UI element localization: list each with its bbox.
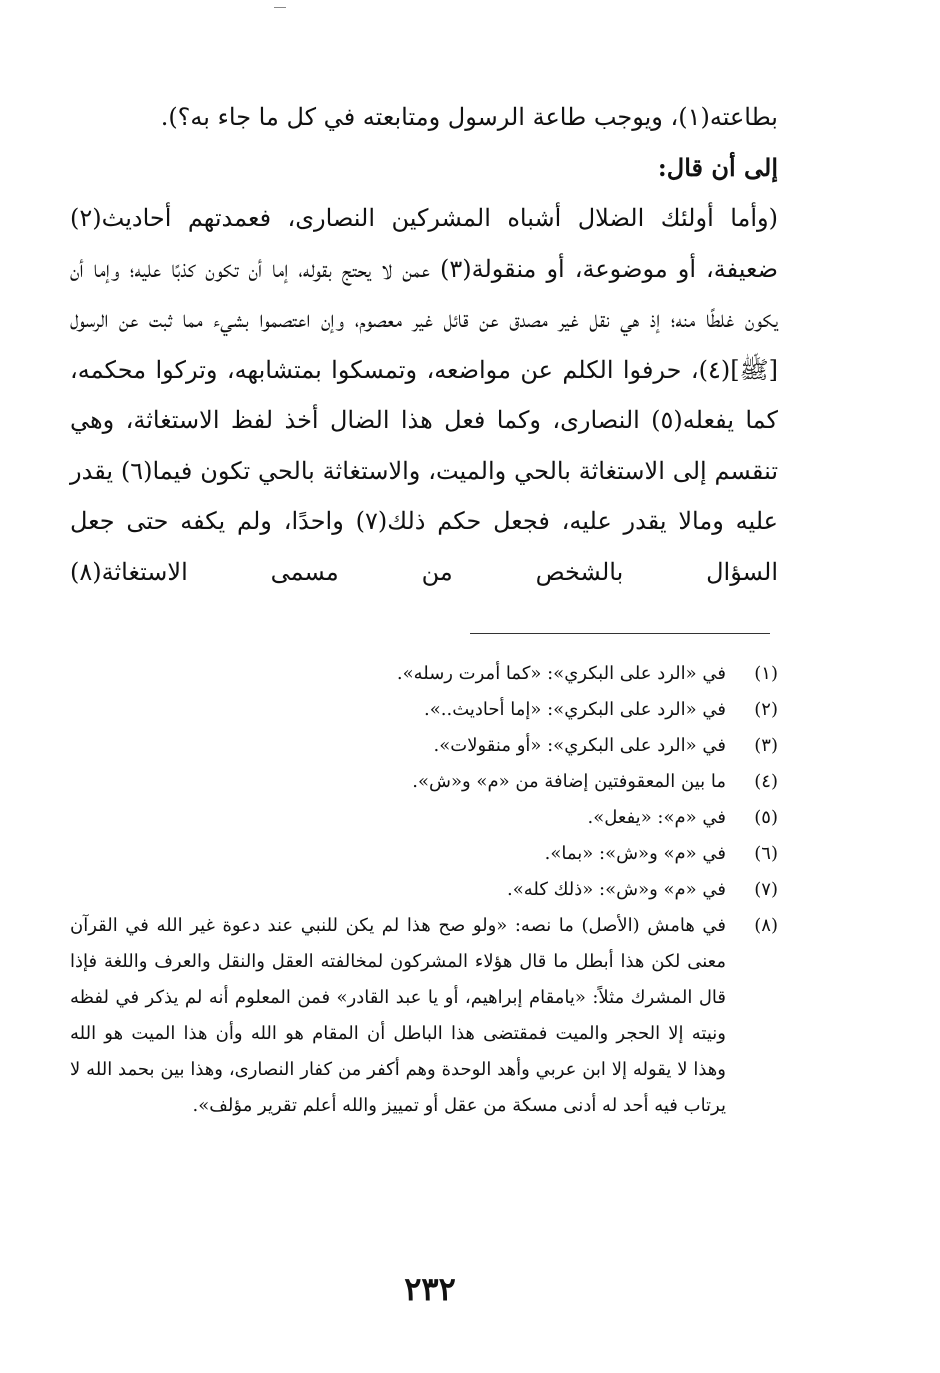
footnote-number: (١) <box>754 663 778 684</box>
footnote-number: (٦) <box>754 843 778 864</box>
footnote-number: (٣) <box>754 735 778 756</box>
footnote-number: (٤) <box>754 771 778 792</box>
main-text <box>70 92 778 597</box>
top-mark <box>274 7 286 8</box>
footnote-text: في «الرد على البكري»: «أو منقولات». <box>433 735 726 756</box>
footnote-text: في «م» و«ش»: «بما». <box>544 843 726 864</box>
section-heading: إلى أن قال: <box>657 152 778 182</box>
footnote-number: (٨) <box>754 915 778 936</box>
footnote-number: (٧) <box>754 879 778 900</box>
footnote-8 <box>70 908 778 1124</box>
footnote-text: في «الرد على البكري»: «كما أمرت رسله». <box>396 663 726 684</box>
footnote-1 <box>70 656 778 692</box>
footnote-number: (٢) <box>754 699 778 720</box>
footnote-text: في «الرد على البكري»: «إما أحاديث..». <box>424 699 726 720</box>
footnote-2 <box>70 692 778 728</box>
footnote-text: ما بين المعقوفتين إضافة من «م» و«ش». <box>412 771 726 792</box>
page-number: ٢٣٢ <box>404 1270 456 1308</box>
footnote-divider <box>470 633 770 634</box>
footnotes <box>70 656 778 1124</box>
main-paragraph: (وأما أولئك الضلال أشباه المشركين النصارى، فعمدتهم أحاديث(٢) ضعيفة، أو موضوعة، أو منقولة(٣) عمن لا يحتج بقوله، إما أن تكون كذبًا عليه؛ وإما أن يكون غلطًا منه؛ إذ هي نقل غير مصدق عن قائل غير معصوم، وإن اعتصموا بشيء مما ثبت عن الرسول [ﷺ](٤)، حرفوا الكلم عن مواضعه، وتمسكوا بمتشابهه، وتركوا محكمه، كما يفعله(٥) النصارى، وكما فعل هذا الضال أخذ لفظ الاستغاثة، وهي تنقسم إلى الاستغاثة بالحي والميت، والاستغاثة بالحي تكون فيما(٦) يقدر عليه ومالا يقدر عليه، فجعل حكم ذلك(٧) واحدًا، ولم يكفه حتى جعل السؤال بالشخص من مسمى الاستغاثة(٨) <box>70 204 778 586</box>
footnote-3 <box>70 728 778 764</box>
footnote-text: في «م»: «يفعل». <box>587 807 726 828</box>
footnote-text: في «م» و«ش»: «ذلك كله». <box>506 879 726 900</box>
opening-line: بطاعته(١)، ويوجب طاعة الرسول ومتابعته في كل ما جاء به؟). <box>160 103 778 131</box>
footnote-7 <box>70 872 778 908</box>
footnote-text: في هامش (الأصل) ما نصه: «ولو صح هذا لم يكن للنبي عند دعوة غير الله في القرآن معنى لكن هذا أبطل ما قال هؤلاء المشركون لمخالفته العقل والنقل والعرف واللغة فإذا قال المشرك مثلاً: «يامقام إبراهيم، أو يا عبد القادر» فمن المعلوم أنه لم يذكر في لفظه ونيته إلا الحجر والميت فمقتضى هذا الباطل أن المقام هو الله وأن هذا الميت هو الله وهذا لا يقوله إلا ابن عربي وأهد الوحدة وهم أكفر من كفار النصارى، وهذا بين بحمد الله لا يرتاب فيه أحد له أدنى مسكة من عقل أو تمييز والله أعلم تقرير مؤلف». <box>70 915 726 1116</box>
footnote-number: (٥) <box>754 807 778 828</box>
footnote-6 <box>70 836 778 872</box>
footnote-4 <box>70 764 778 800</box>
footnote-5 <box>70 800 778 836</box>
